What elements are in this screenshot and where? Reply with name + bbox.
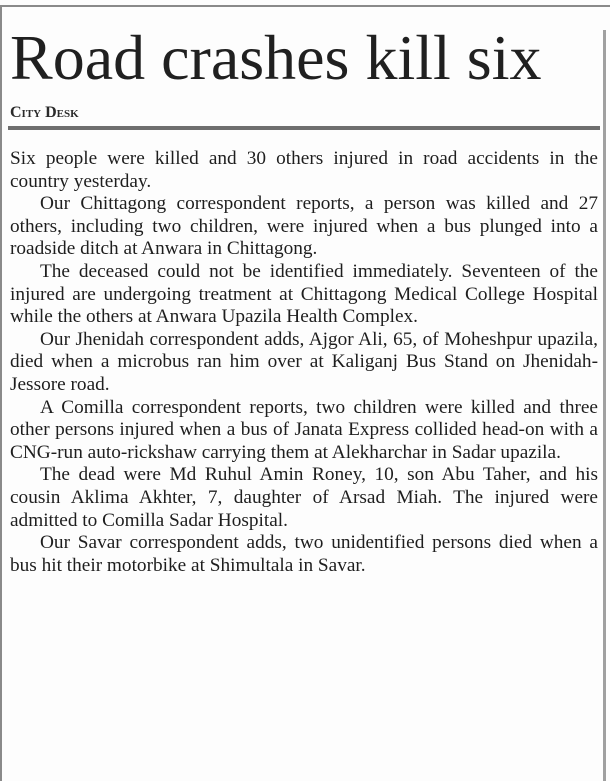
- article-paragraph: Six people were killed and 30 others injured in road accidents in the country yesterday.: [10, 148, 598, 192]
- article-paragraph: Our Chittagong correspondent reports, a person was killed and 27 others, including two children, were injured when a bus plunged into a roadside ditch at Anwara in Chittagong.: [10, 193, 598, 260]
- article-byline: City Desk: [10, 104, 79, 121]
- article-paragraph: Our Savar correspondent adds, two unidentified persons died when a bus hit their motorbike at Shimultala in Savar.: [10, 532, 598, 576]
- clipping-right-border: [603, 30, 606, 781]
- article-paragraph: Our Jhenidah correspondent adds, Ajgor Ali, 65, of Moheshpur upazila, died when a microbus ran him over at Kaliganj Bus Stand on Jhenidah-Jessore road.: [10, 328, 598, 395]
- clipping-left-border: [0, 5, 2, 781]
- article-body: [10, 148, 598, 577]
- article-paragraph: The deceased could not be identified immediately. Seventeen of the injured are undergoing treatment at Chittagong Medical College Hospital while the others at Anwara Upazila Health Complex.: [10, 260, 598, 328]
- byline-divider: [8, 126, 600, 130]
- article-paragraph: The dead were Md Ruhul Amin Roney, 10, son Abu Taher, and his cousin Aklima Akhter, 7, daughter of Arsad Miah. The injured were admitted to Comilla Sadar Hospital.: [10, 464, 598, 531]
- clipping-top-border: [0, 5, 610, 7]
- article-headline: Road crashes kill six: [10, 22, 542, 93]
- article-paragraph: A Comilla correspondent reports, two children were killed and three other persons injured when a bus of Janata Express collided head-on with a CNG-run auto-rickshaw carrying them at Alekharchar in Sadar upazila.: [10, 396, 598, 463]
